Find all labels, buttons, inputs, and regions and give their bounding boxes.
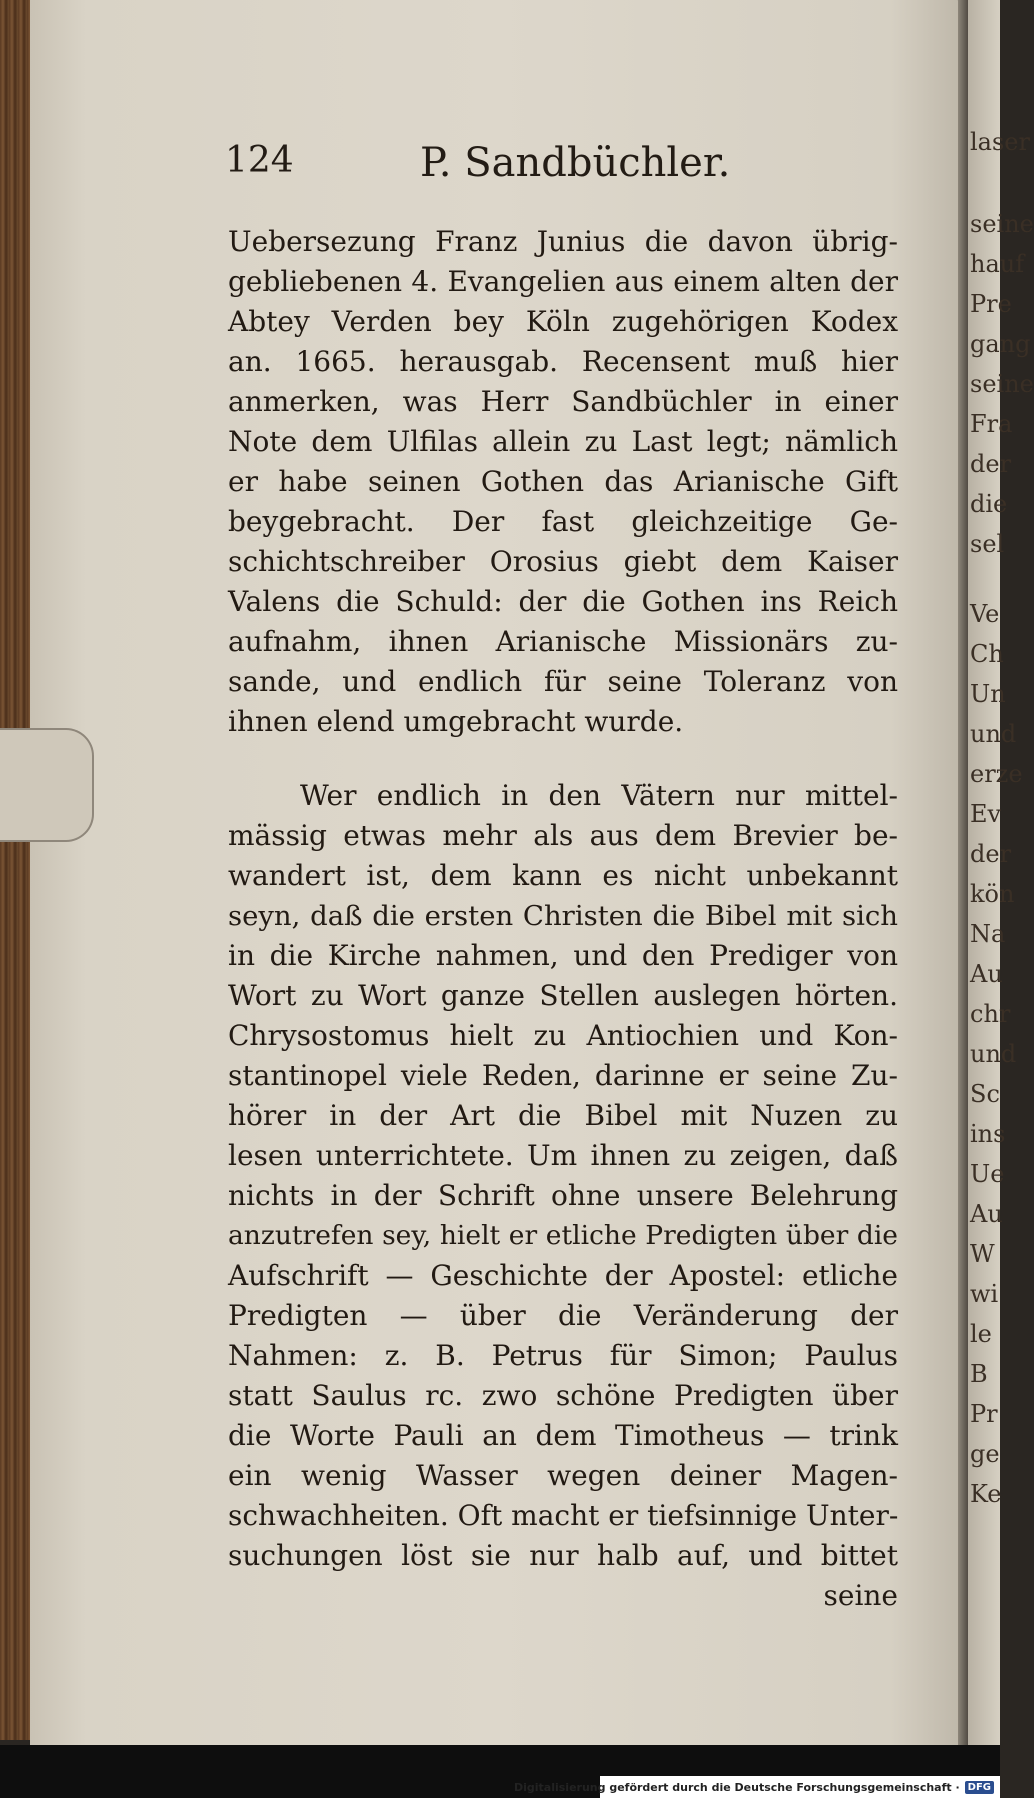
facing-page-fragment: Un [970,680,1006,708]
text-line: hörer in der Art die Bibel mit Nuzen zu [228,1099,898,1132]
text-line: nichts in der Schrift ohne unsere Belehrung [228,1179,898,1212]
text-line: beygebracht. Der fast gleichzeitige Ge- [228,505,898,538]
page-number: 124 [225,140,294,181]
text-line: ein wenig Wasser wegen deiner Magen- [228,1459,898,1492]
facing-page-fragment: B [970,1360,988,1388]
dfg-logo: DFG [965,1781,994,1794]
facing-page-fragment: ins [970,1120,1006,1148]
paragraph [228,222,898,742]
facing-page-fragment: Au [970,960,1003,988]
text-line: Uebersezung Franz Junius die davon übrig- [228,225,898,258]
running-head: P. Sandbüchler. [420,140,731,186]
page-header [225,140,910,190]
facing-page-fragment: Ve [970,600,1000,628]
facing-page-fragment: der [970,450,1012,478]
funding-credit-strip [513,1776,1000,1798]
text-line: anzutrefen sey, hielt er etliche Predigten über die [228,1220,898,1251]
text-line: seyn, daß die ersten Christen die Bibel mit sich [228,900,898,932]
text-line: Note dem Ulfilas allein zu Last legt; nämlich [228,425,898,458]
text-line: sande, und endlich für seine Toleranz von [228,665,898,698]
text-line: Predigten — über die Veränderung der [228,1299,898,1332]
text-line: Chrysostomus hielt zu Antiochien und Kon- [228,1019,898,1052]
catchword: seine [823,1579,898,1612]
facing-page-fragment: Fra [970,410,1013,438]
facing-page-fragment: gang [970,330,1031,358]
bookmark-tab [0,728,94,842]
text-line: Aufschrift — Geschichte der Apostel: etliche [228,1259,898,1292]
facing-page-fragment: Ev [970,800,1002,828]
text-line: lesen unterrichtete. Um ihnen zu zeigen, daß [228,1139,898,1172]
paragraph [228,776,898,1576]
facing-page-fragment: Na [970,920,1006,948]
text-line: suchungen löst sie nur halb auf, und bittet [228,1539,898,1572]
facing-page-fragment: erze [970,760,1023,788]
text-line: schichtschreiber Orosius giebt dem Kaiser [228,545,898,578]
text-line: Wort zu Wort ganze Stellen auslegen hörten. [228,979,898,1012]
facing-page-fragment: le [970,1320,992,1348]
facing-page-fragment: seine [970,210,1034,238]
facing-page-fragment: Au [970,1200,1003,1228]
facing-page-fragment: seine [970,370,1034,398]
text-line: statt Saulus rc. zwo schöne Predigten über [228,1379,898,1412]
text-line: Wer endlich in den Vätern nur mittel- [300,779,898,812]
text-line: gebliebenen 4. Evangelien aus einem alten der [228,265,898,298]
text-line: Nahmen: z. B. Petrus für Simon; Paulus [228,1339,898,1372]
scan-footer [0,1745,1000,1798]
text-line: schwachheiten. Oft macht er tiefsinnige Unter- [228,1499,899,1532]
text-line: Valens die Schuld: der die Gothen ins Reich [228,585,898,618]
text-line: er habe seinen Gothen das Arianische Gift [228,465,898,498]
funding-credit: Digitalisierung gefördert durch die Deutsche Forschungsgemeinschaft · [513,1780,960,1794]
text-line: wandert ist, dem kann es nicht unbekannt [228,859,898,892]
text-line: an. 1665. herausgab. Recensent muß hier [228,345,898,378]
text-line: anmerken, was Herr Sandbüchler in einer [228,385,898,418]
facing-page-fragment: Ke [970,1480,1002,1508]
facing-page-fragment: W [970,1240,995,1268]
facing-page-fragment: hauf [970,250,1025,278]
text-line: in die Kirche nahmen, und den Prediger von [228,939,898,972]
facing-page-fragment: Pre [970,290,1012,318]
facing-page-fragment: kön [970,880,1015,908]
text-line: mässig etwas mehr als aus dem Brevier be- [228,819,898,852]
text-line: aufnahm, ihnen Arianische Missionärs zu- [228,625,898,658]
text-line: Abtey Verden bey Köln zugehörigen Kodex [228,305,898,338]
facing-page-fragment: Ue [970,1160,1005,1188]
facing-page-fragment: laser [970,128,1030,156]
facing-page-fragment: ge [970,1440,1000,1468]
text-line: ihnen elend umgebracht wurde. [228,705,684,738]
facing-page-fragment: und [970,1040,1017,1068]
facing-page-fragment: chr [970,1000,1011,1028]
facing-page-fragment: Ch [970,640,1004,668]
facing-page-fragment: Sc [970,1080,1000,1108]
body-text [228,222,898,1616]
text-line: die Worte Pauli an dem Timotheus — trink [228,1419,898,1452]
text-line: stantinopel viele Reden, darinne er seine Zu- [228,1059,898,1092]
facing-page-fragment: der [970,840,1012,868]
facing-page [968,0,1034,1745]
facing-page-fragment: sel [970,530,1005,558]
facing-page-fragment: Pr [970,1400,998,1428]
facing-page-fragment: und [970,720,1017,748]
facing-page-fragment: die [970,490,1008,518]
facing-page-fragment: wi [970,1280,999,1308]
